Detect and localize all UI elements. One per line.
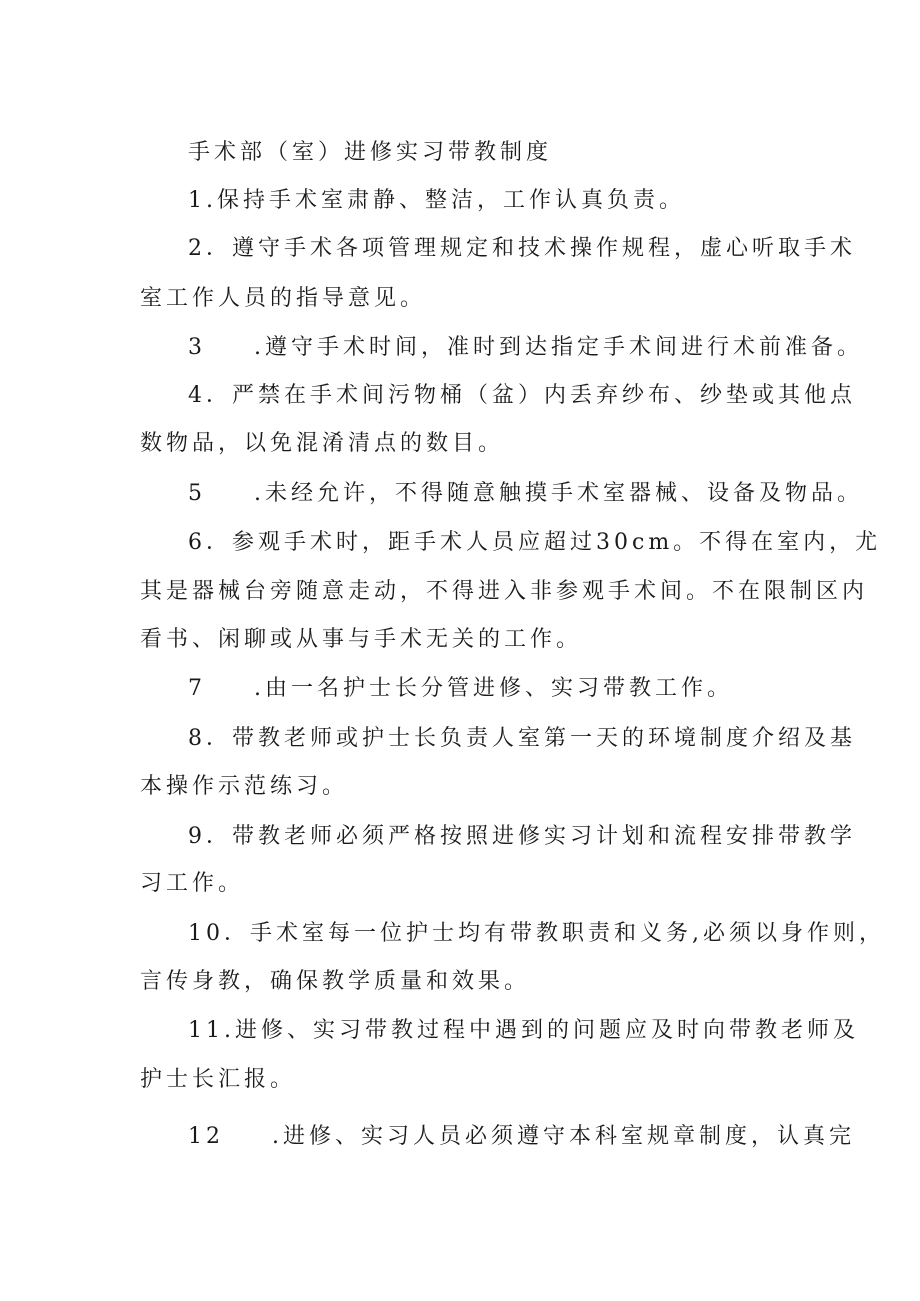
- paragraph-8-line-2: 本操作示范练习。: [140, 774, 349, 799]
- paragraph-4-line-2: 数物品，以免混淆清点的数目。: [140, 431, 505, 456]
- paragraph-3-number: 3: [188, 335, 206, 360]
- paragraph-6-line-2: 其是器械台旁随意走动，不得进入非参观手术间。不在限制区内: [140, 579, 869, 604]
- paragraph-3: [188, 333, 863, 363]
- paragraph-9-line-2: 习工作。: [140, 871, 245, 896]
- paragraph-5: [188, 479, 863, 509]
- paragraph-3-text: .遵守手术时间，准时到达指定手术间进行术前准备。: [254, 335, 863, 360]
- paragraph-6-line-3: 看书、闲聊或从事与手术无关的工作。: [140, 627, 583, 652]
- paragraph-11-line-2: 护士长汇报。: [140, 1067, 297, 1092]
- paragraph-1-line-1: 1.保持手术室肃静、整洁，工作认真负责。: [188, 188, 685, 213]
- paragraph-10-line-1: 10．手术室每一位护士均有带教职责和义务,必须以身作则，: [188, 921, 885, 946]
- paragraph-11-line-1: 11.进修、实习带教过程中遇到的问题应及时向带教老师及: [188, 1018, 859, 1043]
- paragraph-12-number: 12: [188, 1124, 224, 1149]
- paragraph-4-line-1: 4．严禁在手术间污物桶（盆）内丢弃纱布、纱垫或其他点: [188, 383, 856, 408]
- paragraph-5-number: 5: [188, 481, 206, 506]
- paragraph-8-line-1: 8．带教老师或护士长负责人室第一天的环境制度介绍及基: [188, 726, 856, 751]
- paragraph-6-line-1: 6．参观手术时，距手术人员应超过30cm。不得在室内，尤: [188, 530, 882, 555]
- paragraph-10-line-2: 言传身教，确保教学质量和效果。: [140, 969, 531, 994]
- paragraph-2-line-2: 室工作人员的指导意见。: [140, 286, 427, 311]
- document-title: 手术部（室）进修实习带教制度: [188, 140, 553, 165]
- paragraph-7-text: .由一名护士长分管进修、实习带教工作。: [254, 676, 733, 701]
- paragraph-2-line-1: 2．遵守手术各项管理规定和技术操作规程，虚心听取手术: [188, 236, 856, 261]
- paragraph-7-number: 7: [188, 676, 206, 701]
- paragraph-9-line-1: 9．带教老师必须严格按照进修实习计划和流程安排带教学: [188, 824, 856, 849]
- paragraph-5-text: .未经允许，不得随意触摸手术室器械、设备及物品。: [254, 481, 863, 506]
- paragraph-12: [188, 1122, 855, 1152]
- paragraph-12-text: .进修、实习人员必须遵守本科室规章制度，认真完: [272, 1124, 855, 1149]
- paragraph-7: [188, 674, 733, 704]
